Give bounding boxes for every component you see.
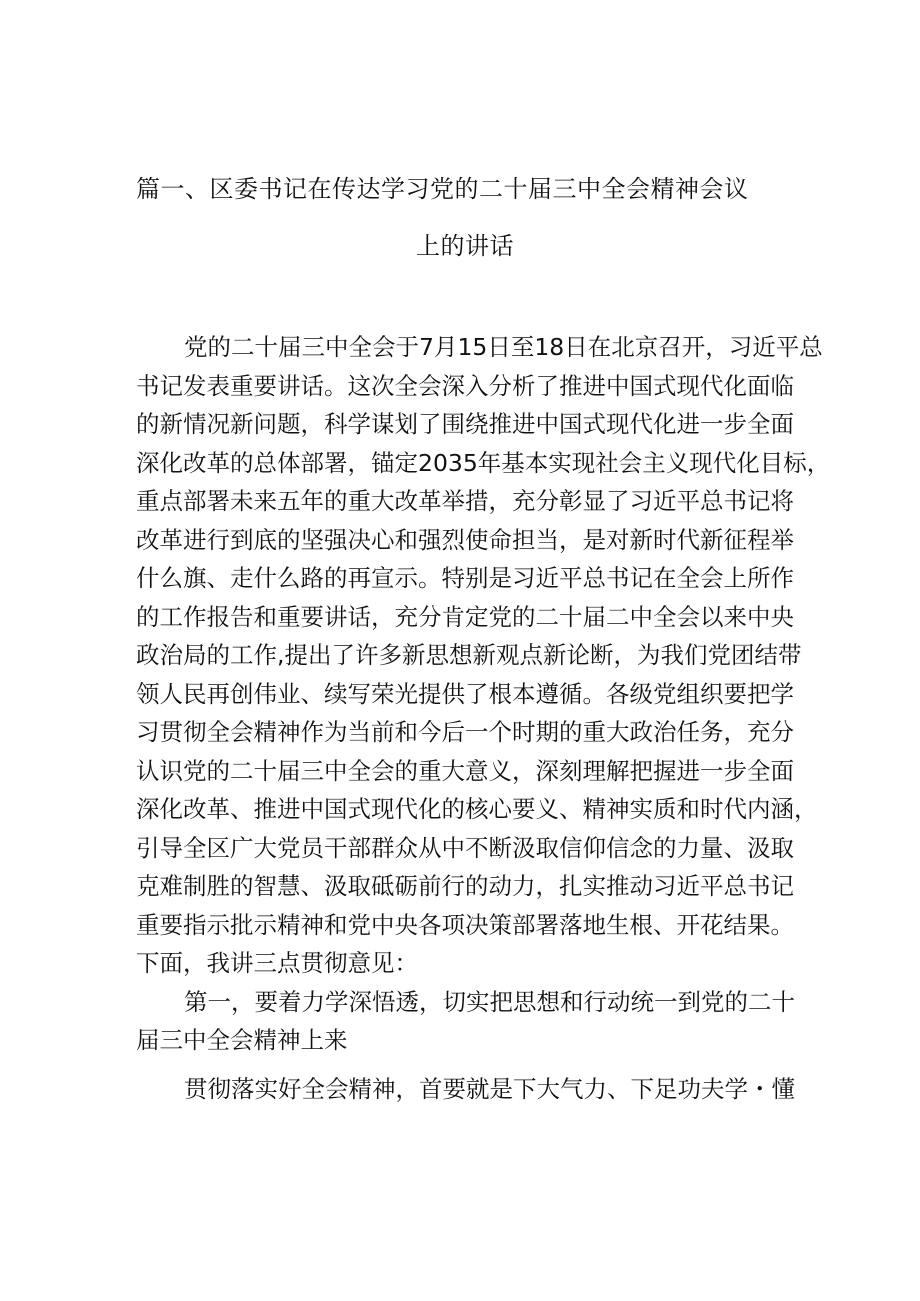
text-line: 重点部署未来五年的重大改革举措，充分彰显了习近平总书记将 — [136, 487, 794, 515]
text-line: 什么旗、走什么路的再宣示。特别是习近平总书记在全会上所作 — [136, 564, 794, 592]
text-line: 认识党的二十届三中全会的重大意义，深刻理解把握进一步全面 — [136, 756, 794, 785]
paragraph-2 — [136, 1070, 796, 1109]
document-title-line-1: 篇一、区委书记在传达学习党的二十届三中全会精神会议 — [136, 175, 749, 203]
text-line: 政治局的工作,提出了许多新思想新观点新论断，为我们党团结带 — [136, 641, 802, 669]
text-line: 的工作报告和重要讲话，充分肯定党的二十届二中全会以来中央 — [136, 602, 794, 631]
section-heading-1 — [136, 983, 796, 1060]
text-line: 习贯彻全会精神作为当前和今后一个时期的重大政治任务，充分 — [136, 718, 794, 746]
heading-line: 第一，要着力学深悟透，切实把思想和行动统一到党的二十 — [184, 987, 795, 1016]
text-line: 引导全区广大党员干部群众从中不断汲取信仰信念的力量、汲取 — [136, 833, 794, 862]
text-line: 克难制胜的智慧、汲取砥砺前行的动力，扎实推动习近平总书记 — [136, 872, 794, 900]
text-line: 改革进行到底的坚强决心和强烈使命担当，是对新时代新征程举 — [136, 525, 794, 554]
paragraph-1 — [136, 328, 831, 983]
text-line: 贯彻落实好全会精神，首要就是下大气力、下足功夫学・懂 — [184, 1074, 795, 1103]
text-line: 深化改革、推进中国式现代化的核心要义、精神实质和时代内涵， — [136, 795, 818, 823]
text-line: 书记发表重要讲话。这次全会深入分析了推进中国式现代化面临 — [136, 371, 794, 400]
text-line: 党的二十届三中全会于7月15日至18日在北京召开，习近平总 — [184, 333, 823, 361]
text-line: 领人民再创伟业、续写荣光提供了根本遵循。各级党组织要把学 — [136, 679, 794, 708]
text-line: 重要指示批示精神和党中央各项决策部署落地生根、开花结果。 — [136, 910, 794, 939]
text-line: 的新情况新问题，科学谋划了围绕推进中国式现代化进一步全面 — [136, 410, 794, 438]
text-line: 下面，我讲三点贯彻意见： — [136, 949, 418, 977]
heading-line: 届三中全会精神上来 — [136, 1026, 348, 1054]
text-line: 深化改革的总体部署，锚定2035年基本实现社会主义现代化目标， — [136, 448, 831, 477]
document-title-line-2: 上的讲话 — [416, 232, 514, 260]
document-body — [136, 328, 831, 1108]
